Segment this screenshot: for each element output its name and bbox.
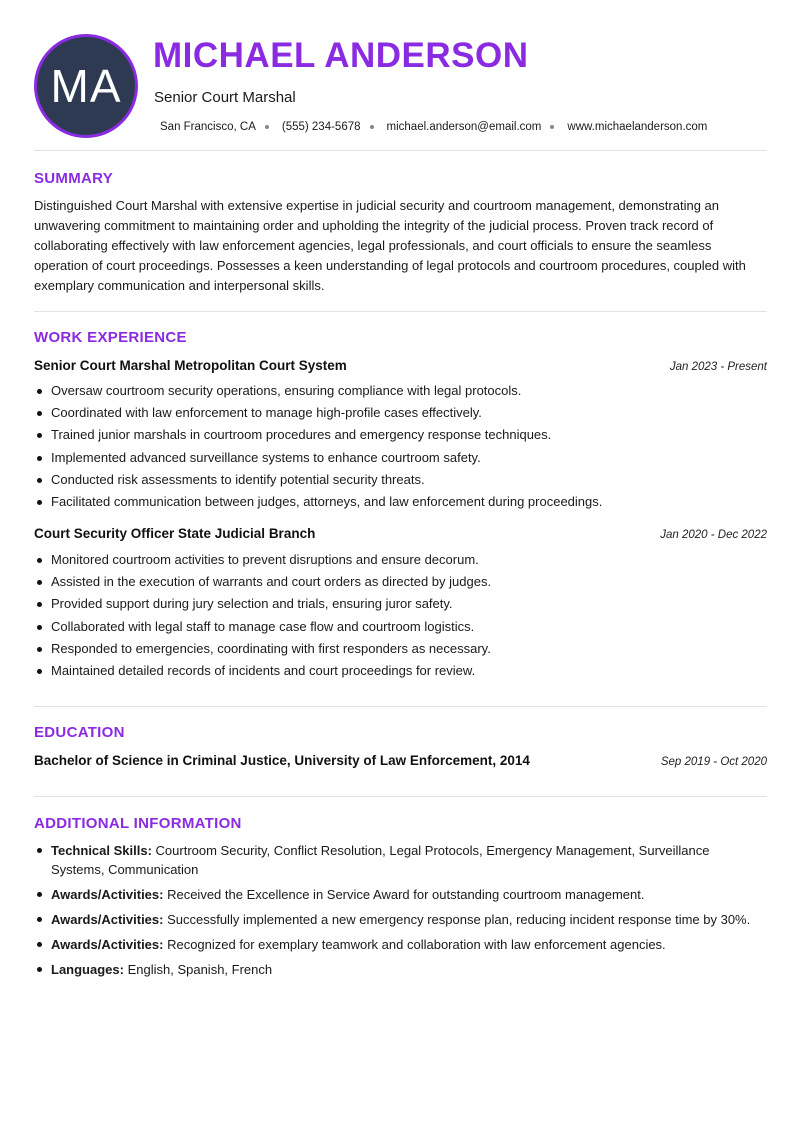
list-item: Provided support during jury selection and trials, ensuring juror safety.: [34, 593, 754, 615]
item-text: Successfully implemented a new emergency response plan, reducing incident response time by 30%.: [163, 912, 751, 927]
list-item: [34, 935, 754, 954]
item-label: Awards/Activities:: [51, 912, 164, 927]
job-bullets: [34, 549, 754, 682]
contact-bar: [160, 121, 707, 133]
education-entry: [34, 753, 767, 768]
degree-title: Bachelor of Science in Criminal Justice, University of Law Enforcement, 2014: [34, 753, 530, 768]
item-text: English, Spanish, French: [123, 962, 273, 977]
candidate-name: MICHAEL ANDERSON: [153, 36, 529, 75]
list-item: Coordinated with law enforcement to manage high-profile cases effectively.: [34, 402, 754, 424]
list-item: Monitored courtroom activities to prevent disruptions and ensure decorum.: [34, 549, 754, 571]
contact-phone[interactable]: (555) 234-5678: [281, 121, 361, 133]
summary-text: Distinguished Court Marshal with extensive expertise in judicial security and courtroom management, demonstrating an unwavering commitment to maintaining order and upholding the integrity of the judicial process. Proven track record of collaborating effectively with law enforcement agencies, legal professionals, and court officials to ensure the seamless operation of court proceedings. Possesses a keen understanding of legal protocols and courtroom procedures, coupled with exemplary communication and interpersonal skills.: [34, 198, 746, 293]
divider: [34, 706, 767, 707]
candidate-role: Senior Court Marshal: [154, 89, 296, 106]
list-item: [34, 910, 754, 929]
item-label: Awards/Activities:: [51, 887, 164, 902]
job-title: Court Security Officer State Judicial Branch: [34, 526, 316, 541]
list-item: [34, 885, 754, 904]
item-label: Awards/Activities:: [51, 937, 164, 952]
additional-list: [34, 841, 754, 985]
avatar-initials: MA: [50, 60, 122, 112]
separator-dot: [265, 125, 269, 129]
education-dates: Sep 2019 - Oct 2020: [660, 756, 767, 768]
experience-heading: WORK EXPERIENCE: [34, 329, 187, 346]
divider: [34, 796, 767, 797]
list-item: Maintained detailed records of incidents and court proceedings for review.: [34, 660, 754, 682]
list-item: Collaborated with legal staff to manage case flow and courtroom logistics.: [34, 616, 754, 638]
education-heading: EDUCATION: [34, 724, 125, 741]
item-text: Received the Excellence in Service Award for outstanding courtroom management.: [163, 887, 645, 902]
contact-email[interactable]: michael.anderson@email.com: [386, 121, 542, 133]
separator-dot: [550, 125, 554, 129]
item-text: Recognized for exemplary teamwork and collaboration with law enforcement agencies.: [163, 937, 666, 952]
item-label: Languages:: [51, 962, 124, 977]
avatar: [34, 34, 138, 138]
job-dates: Jan 2020 - Dec 2022: [660, 529, 767, 541]
list-item: Trained junior marshals in courtroom procedures and emergency response techniques.: [34, 424, 754, 446]
job-bullets: [34, 380, 754, 513]
list-item: Assisted in the execution of warrants and court orders as directed by judges.: [34, 571, 754, 593]
item-label: Technical Skills:: [51, 843, 152, 858]
list-item: Responded to emergencies, coordinating with first responders as necessary.: [34, 638, 754, 660]
list-item: Conducted risk assessments to identify potential security threats.: [34, 469, 754, 491]
contact-website[interactable]: www.michaelanderson.com: [567, 121, 708, 133]
summary-heading: SUMMARY: [34, 170, 114, 187]
list-item: Oversaw courtroom security operations, ensuring compliance with legal protocols.: [34, 380, 754, 402]
job-header: [34, 526, 767, 541]
additional-heading: ADDITIONAL INFORMATION: [34, 815, 242, 832]
list-item: Facilitated communication between judges, attorneys, and law enforcement during proceedings.: [34, 491, 754, 513]
job-header: [34, 358, 767, 373]
divider: [34, 311, 767, 312]
contact-location: San Francisco, CA: [160, 121, 256, 133]
separator-dot: [370, 125, 374, 129]
list-item: [34, 960, 754, 979]
list-item: Implemented advanced surveillance systems to enhance courtroom safety.: [34, 447, 754, 469]
list-item: [34, 841, 754, 879]
item-text: Courtroom Security, Conflict Resolution, Legal Protocols, Emergency Management, Surveillance Systems, Communication: [51, 843, 710, 877]
divider: [34, 150, 767, 151]
job-dates: Jan 2023 - Present: [669, 361, 767, 373]
job-title: Senior Court Marshal Metropolitan Court System: [34, 358, 347, 373]
